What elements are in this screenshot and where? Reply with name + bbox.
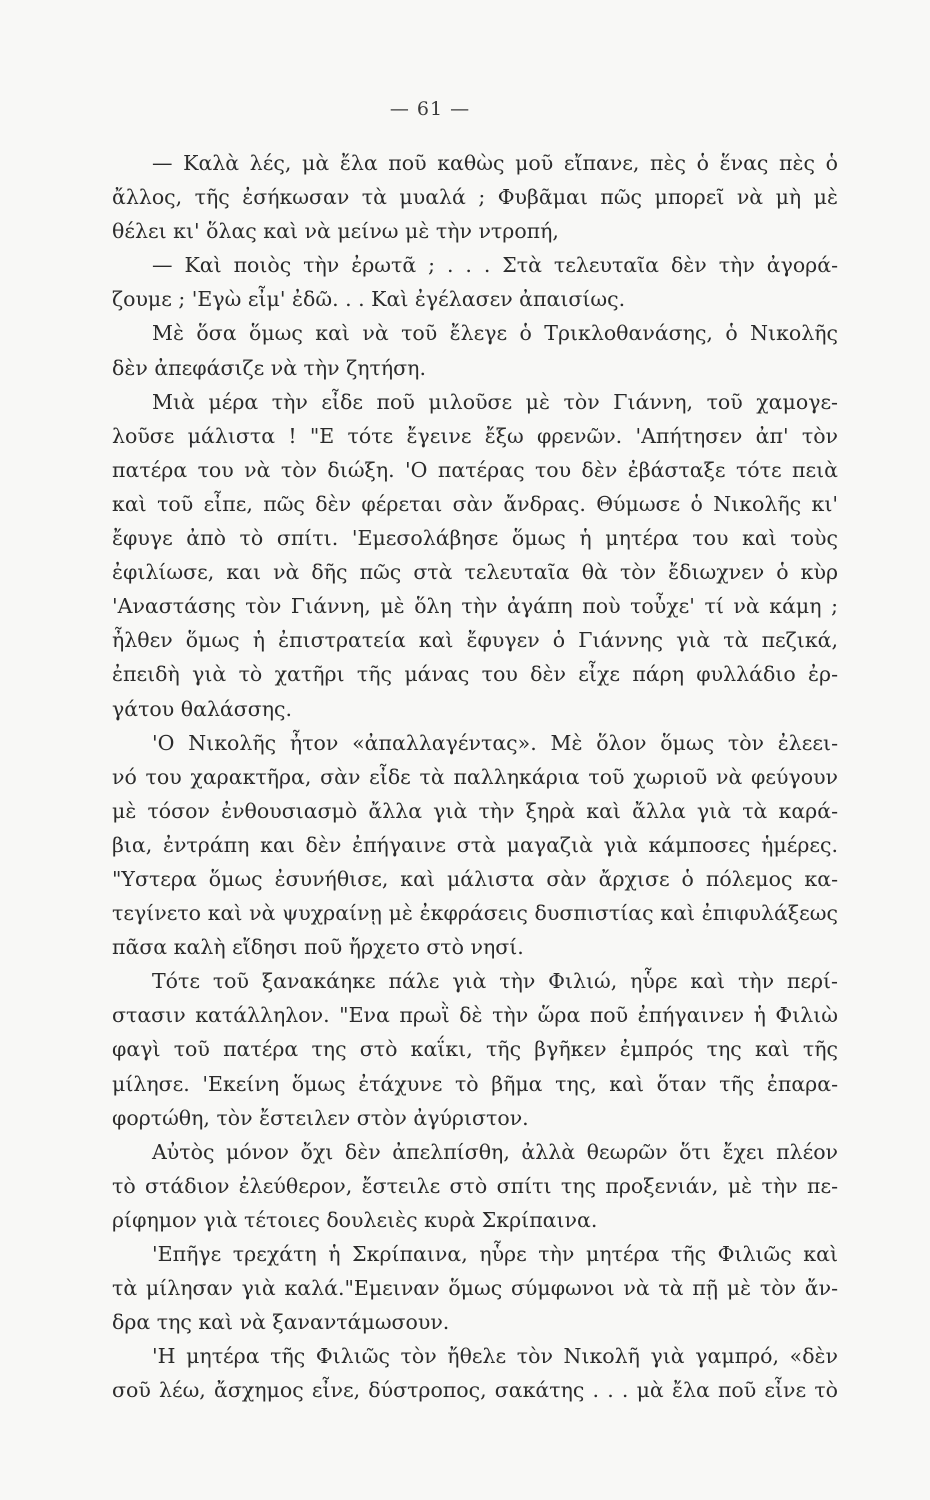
text-line: πατέρα του νὰ τὸν διώξη. 'Ο πατέρας του δὲν ἐβάσταξε τότε πειὰ xyxy=(112,457,838,482)
text-line: τεγίνετο καὶ νὰ ψυχραίνῃ μὲ ἐκφράσεις δυσπιστίας καὶ ἐπιφυλάξεως xyxy=(112,901,838,926)
body-text xyxy=(112,146,838,1407)
text-line: δρα της καὶ νὰ ξαναντάμωσουν. xyxy=(112,1310,450,1335)
text-line: πᾶσα καλὴ εἴδησι ποῦ ἤρχετο στὸ νησί. xyxy=(112,935,524,960)
text-line: τὸ στάδιον ἐλεύθερον, ἔστειλε στὸ σπίτι της προξενιάν, μὲ τὴν πε- xyxy=(112,1173,838,1198)
text-line: 'Η μητέρα τῆς Φιλιῶς τὸν ἤθελε τὸν Νικολῆ γιὰ γαμπρό, «δὲν xyxy=(152,1344,838,1369)
text-line: Τότε τοῦ ξανακάηκε πάλε γιὰ τὴν Φιλιώ, ηὗρε καὶ τὴν περί- xyxy=(152,969,838,994)
text-line: ἐφιλίωσε, και νὰ δῆς πῶς στὰ τελευταῖα θὰ τὸν ἔδιωχνεν ὁ κὺρ xyxy=(112,560,838,585)
text-line: ἄλλος, τῆς ἐσήκωσαν τὰ μυαλά ; Φυβᾶμαι πῶς μπορεῖ νὰ μὴ μὲ xyxy=(112,185,838,210)
text-line: σοῦ λέω, ἄσχημος εἶνε, δύστροπος, σακάτης . . . μὰ ἔλα ποῦ εἶνε τὸ xyxy=(112,1378,838,1403)
text-line: 'Ο Νικολῆς ἦτον «ἀπαλλαγέντας». Μὲ ὅλον ὅμως τὸν ἐλεει- xyxy=(152,730,838,755)
text-line: δὲν ἀπεφάσιζε νὰ τὴν ζητήση. xyxy=(112,355,426,380)
text-line: ἦλθεν ὅμως ἡ ἐπιστρατεία καὶ ἔφυγεν ὁ Γιάννης γιὰ τὰ πεζικά, xyxy=(112,628,838,653)
text-line: βια, ἐντράπη και δὲν ἐπήγαινε στὰ μαγαζιὰ γιὰ κάμποσες ἡμέρες. xyxy=(112,832,838,857)
text-line: ρίφημον γιὰ τέτοιες δουλειὲς κυρὰ Σκρίπαινα. xyxy=(112,1207,598,1232)
text-line: στασιν κατάλληλον. "Ενα πρωῒ δὲ τὴν ὥρα ποῦ ἐπήγαινεν ἡ Φιλιὼ xyxy=(112,1003,838,1028)
text-line: — Καλὰ λές, μὰ ἔλα ποῦ καθὼς μοῦ εἴπανε, πὲς ὁ ἕνας πὲς ὁ xyxy=(152,151,838,175)
text-line: φαγὶ τοῦ πατέρα της στὸ καΐκι, τῆς βγῆκεν ἐμπρός της καὶ τῆς xyxy=(112,1037,838,1062)
text-line: Μιὰ μέρα τὴν εἶδε ποῦ μιλοῦσε μὲ τὸν Γιάννη, τοῦ χαμογε- xyxy=(152,389,838,414)
text-line: φορτώθη, τὸν ἔστειλεν στὸν ἀγύριστον. xyxy=(112,1105,529,1130)
text-line: γάτου θαλάσσης. xyxy=(112,696,293,721)
text-line: μίλησε. 'Εκείνη ὅμως ἐτάχυνε τὸ βῆμα της, καὶ ὅταν τῆς ἐπαρα- xyxy=(112,1071,838,1096)
text-line: νό του χαρακτῆρα, σὰν εἶδε τὰ παλληκάρια τοῦ χωριοῦ νὰ φεύγουν xyxy=(112,764,838,789)
text-line: 'Επῆγε τρεχάτη ἡ Σκρίπαινα, ηὗρε τὴν μητέρα τῆς Φιλιῶς καὶ xyxy=(152,1242,838,1266)
text-line: — Καὶ ποιὸς τὴν ἐρωτᾶ ; . . . Στὰ τελευταῖα δὲν τὴν ἀγορά- xyxy=(152,253,838,278)
text-line: λοῦσε μάλιστα ! "Ε τότε ἔγεινε ἔξω φρενῶν. 'Απήτησεν ἀπ' τὸν xyxy=(112,423,838,448)
text-line: Αὐτὸς μόνον ὄχι δὲν ἀπελπίσθη, ἀλλὰ θεωρῶν ὅτι ἔχει πλέον xyxy=(152,1139,838,1164)
text-line: ζουμε ; 'Εγὼ εἶμ' ἐδῶ. . . Καὶ ἐγέλασεν ἀπαισίως. xyxy=(112,287,626,312)
text-line: τὰ μίλησαν γιὰ καλά."Εμειναν ὅμως σύμφωνοι νὰ τὰ πῇ μὲ τὸν ἄν- xyxy=(112,1276,838,1301)
text-line: "Υστερα ὅμως ἐσυνήθισε, καὶ μάλιστα σὰν ἄρχισε ὁ πόλεμος κα- xyxy=(112,866,838,891)
text-line: καὶ τοῦ εἶπε, πῶς δὲν φέρεται σὰν ἄνδρας. Θύμωσε ὁ Νικολῆς κι' xyxy=(112,491,838,516)
text-line: ἐπειδὴ γιὰ τὸ χατῆρι τῆς μάνας του δὲν εἶχε πάρη φυλλάδιο ἐρ- xyxy=(112,662,838,687)
text-line: Μὲ ὅσα ὅμως καὶ νὰ τοῦ ἔλεγε ὁ Τρικλοθανάσης, ὁ Νικολῆς xyxy=(152,321,838,346)
text-line: 'Αναστάσης τὸν Γιάννη, μὲ ὅλη τὴν ἀγάπη ποὺ τοὖχε' τί νὰ κάμη ; xyxy=(112,594,838,619)
page-number: — 61 — xyxy=(389,98,471,120)
text-line: μὲ τόσον ἐνθουσιασμὸ ἄλλα γιὰ τὴν ξηρὰ καὶ ἄλλα γιὰ τὰ καρά- xyxy=(112,798,838,823)
text-line: θέλει κι' ὅλας καὶ νὰ μείνω μὲ τὴν ντροπή, xyxy=(112,219,559,244)
text-line: ἔφυγε ἀπὸ τὸ σπίτι. 'Εμεσολάβησε ὅμως ἡ μητέρα του καὶ τοὺς xyxy=(112,526,838,551)
